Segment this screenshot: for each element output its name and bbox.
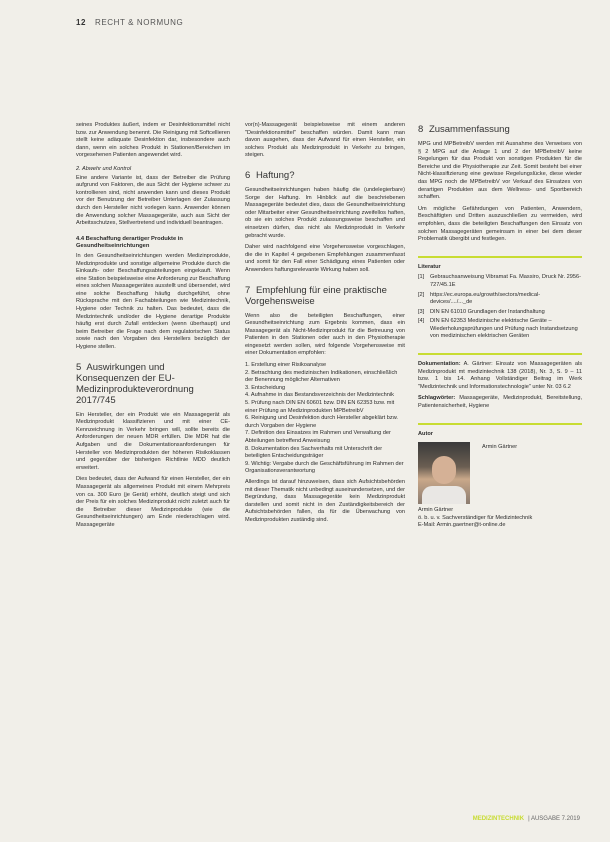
section-number: 6 xyxy=(245,169,251,181)
ref-text: Gebrauchsanweisung Vibramat Fa. Massiro, Druck Nr. 2956-727/45.1E xyxy=(430,274,581,288)
column-1 xyxy=(76,122,230,534)
section-number: 7 xyxy=(245,284,251,296)
list-item: 7. Definition des Einsatzes im Rahmen und Verwaltung der Abteilungen betreffend Anweisung xyxy=(245,430,391,444)
list-item xyxy=(418,292,582,307)
ref-key: [3] xyxy=(418,308,425,315)
list-item: 1. Erstellung einer Risikoanalyse xyxy=(245,362,327,369)
ref-text: DIN EN 61010 Grundlagen der Instandhaltung xyxy=(430,308,545,315)
ref-key: [2] xyxy=(418,291,425,298)
list-item: 6. Reinigung und Desinfektion durch Hersteller abgeklärt bzw. durch Vorgaben der Hygiene xyxy=(245,415,398,429)
section-heading-8 xyxy=(418,124,582,135)
paragraph: MPG und MPBetreibV werden mit Ausnahme des Verweises von § 2 MPG auf die Anlage 1 und 2 der MPBetreibV keine Regelungen für das Produkt von sonstigen Produkten für die Bereiche und die Physiotherapie zur Zeit. Somit besteht bei einer Nicht-klassifizierung eine gewisse Regelungslücke, diese wieder das MPG noch die MPBetreibV vor Verkauf des Einsatzes von derartigen Produkten aus dem Wellness- und Sportbereich schaffen. xyxy=(418,141,582,201)
section-number: 8 xyxy=(418,124,424,135)
section-title: Zusammenfassung xyxy=(428,124,510,135)
column-2 xyxy=(245,122,405,529)
documentation-text: A. Gärtner: Einsatz von Massagegeräten als Medizinprodukt mt medizintechnik 138 (2018), Nr. 3, S. 9 – 11 bzw. 1 bis 14. Anhang Vollständiger Beitrag im Werk "Medizintechnik und Informationstechnologie" unter Nr. 03 6.2 xyxy=(418,361,582,390)
list-item xyxy=(418,274,582,289)
list-item: 8. Dokumentation des Sachverhalts mit Unterschrift der beteiligten Entscheidungsträger xyxy=(245,445,383,460)
list-item: 9. Wichtig: Vergabe durch die Geschäftsführung im Rahmen der Organisationsverantwortung xyxy=(245,460,404,475)
section-heading-7 xyxy=(245,285,405,307)
ref-text: https://ec.europa.eu/growth/sectors/medical-devices/..../..._de xyxy=(430,291,541,306)
divider xyxy=(418,353,582,355)
page-number: 12 xyxy=(76,18,87,27)
section-heading-5 xyxy=(76,362,230,406)
documentation-heading: Dokumentation: xyxy=(418,361,461,368)
paragraph: Allerdings ist darauf hinzuweisen, dass sich Aufsichtsbehörden mit dieser Thematik nicht unbedingt auseinandersetzen, und der Begründung, dass Massagegeräte kein Medizinprodukt darstellen und somit nicht in den Zuständigkeitsbereich der Aufsichtsbehörden fallen, da für die Überwachung von Medizinprodukten zuständig sind. xyxy=(245,478,405,523)
page-footer xyxy=(473,816,580,822)
author-heading: Autor xyxy=(418,430,433,437)
steps-list xyxy=(245,362,405,476)
paragraph: Ein Hersteller, der ein Produkt wie ein Massagegerät als Medizinprodukt klassifizieren und mit einer CE-Kennzeichnung in Verkehr bringen will, sollte bereits die Anforderungen der neuen MDR erfüllen. Die MDR hat die Aufgaben und die Dokumentationsanforderungen für Hersteller von Medizinprodukten der höheren Risikoklassen und gegenüber der bisherigen Richtlinie MDD deutlich erweitert. xyxy=(76,411,230,471)
keywords-heading: Schlagwörter: xyxy=(418,395,456,402)
author-role: ö. b. u. v. Sachverständiger für Medizintechnik xyxy=(418,514,533,521)
paragraph: vor(n)-Massagegerät beispielsweise mit einem anderen "Desinfektionsmittel" beschaffen würden. Damit kann man davon ausgehen, dass der Aufwand für einen Hersteller, ein solches Produkt als Medizinprodukt in Verkehr zu bringen, steigen. xyxy=(245,122,405,159)
author-photo xyxy=(418,442,470,504)
section-title: Empfehlung für eine praktische Vorgehensweise xyxy=(245,284,387,307)
literature-list xyxy=(418,274,582,341)
column-3 xyxy=(418,124,582,530)
face-shape xyxy=(432,456,456,484)
subsection-heading: 4.4 Beschaffung derartiger Produkte in Gesundheitseinrichtungen xyxy=(76,235,183,250)
divider xyxy=(418,423,582,425)
ref-text: DIN EN 62353 Medizinische elektrische Geräte – Wiederholungsprüfungen und Prüfung nach Instandsetzung von medizinischen elektrischen Geräten xyxy=(430,318,578,340)
list-item: 4. Aufnahme in das Bestandsverzeichnis der Medizintechnik xyxy=(245,392,394,399)
shirt-shape xyxy=(422,486,466,504)
author-name-side: Armin Gärtner xyxy=(482,444,518,451)
list-item: 2. Betrachtung des medizinischen Indikationen, einschließlich der Benennung möglicher Alternativen xyxy=(245,369,398,384)
page-header xyxy=(76,18,183,27)
italic-subheading: 2. Abwehr und Kontrol xyxy=(76,165,132,172)
divider xyxy=(418,256,582,258)
ref-key: [4] xyxy=(418,318,425,325)
list-item xyxy=(418,309,582,317)
section-title: Haftung? xyxy=(255,169,295,181)
paragraph: Eine andere Variante ist, dass der Betreiber die Prüfung aufgrund von Faktoren, die aus Sicht der Hygiene schwer zu kontrollieren sind, nicht anwenden kann und dieses Produkt vor der Benutzung der Betreiber Unterlagen der Zulassung durch den Hersteller nicht vorlegen kann. Anwender können die Anwendung solcher Massagegeräte, auch aus Sicht der Arbeitsschutzes, Stellvertretend und individuell beantragen. xyxy=(76,174,230,227)
author-email: E-Mail: Armin.gaertner@t-online.de xyxy=(418,522,506,529)
list-item xyxy=(418,318,582,341)
paragraph: In den Gesundheitseinrichtungen werden Medizinprodukte, Medizinprodukte und sonstige allgemeine Produkte durch die Einkaufs- oder Beschaffungsabteilungen eingekauft. Wenn eine Station beispielsweise eine Anforderung zur Beschaffung eines solchen Massagegerätes ausstellt und übersendet, wird eine solche Beschaffung häufig durchgeführt, ohne Rücksprache mit den Fachabteilungen wie Medizintechnik, Hygiene oder Technik zu halten. Das bedeutet, dass die Medizintechnik und/oder die Hygiene derartige Produkte häufig erst durch Zufall entdecken (wenn überhaupt) und beim Betreiber die Frage nach dem regulatorischen Status sowie nach den Vorgaben des Herstellers bezüglich der Hygiene stellen. xyxy=(76,252,230,351)
paragraph: Um mögliche Gefährdungen von Patienten, Anwendern, Beschäftigten und Dritten auszuschließen zu vermeiden, wird empfohlen, dass die beteiligten Beschaffungen den Einsatz von solchen Massagegeräten gemeinsam in einer bei dem dieser Problematik übergibt und festlegen. xyxy=(418,205,582,243)
magazine-name: MEDIZINTECHNIK xyxy=(472,816,525,822)
paragraph: seines Produktes äußert, indem er Desinfektionsmittel nicht bzw. zur Anwendung benennt. Die Reinigung mit Softcellieren stellt keine adäquate Desinfektion dar, insbesondere auch dann, wenn ein solches Produkt in Stationen/Bereichen im vorgesehenen Patienten angewendet wird. xyxy=(76,122,230,159)
list-item: 3. Entscheidung xyxy=(245,384,286,391)
section-number: 5 xyxy=(76,361,82,373)
author-name: Armin Gärtner xyxy=(418,507,454,514)
paragraph: Gesundheitseinrichtungen haben häufig die (undelegierbare) Sorge der Haftung. Im Hinblick auf die beschriebenen Massagegeräte bedeutet dies, dass die Gesundheitseinrichtung oder Mitarbeiter einer Gesundheitseinrichtung zweifellos haften, ob sie ein solches Produkt zulassungsweise beschaffen und einsetzen dürfen, das nicht als Medizinprodukt in Verkehr gebracht wurde. xyxy=(245,186,405,239)
literature-heading: Literatur xyxy=(418,263,441,270)
documentation-block xyxy=(418,361,582,391)
issue-label: | AUSGABE 7.2019 xyxy=(528,816,580,822)
section-heading-6 xyxy=(245,170,405,181)
paragraph: Dies bedeutet, dass der Aufwand für einen Hersteller, der ein Massagegerät als allgemeines Produkt mit einem Mehrpreis von ca. 300 Euro (je Gerät) erhöht, deutlich steigt und sich der Preis für ein solches Medizinprodukt nicht zuletzt auch für die Betreiber dieser Medizinprodukte (wie die Gesundheitseinrichtungen) am Ende niederschlagen wird. Massagegeräte xyxy=(76,476,230,528)
section-title: RECHT & NORMUNG xyxy=(94,18,184,27)
keywords-block xyxy=(418,395,582,410)
author-block xyxy=(418,442,582,504)
paragraph: Daher wird nachfolgend eine Vorgehensweise vorgeschlagen, die die in Kapitel 4 gegebenen Empfehlungen zusammenfasst und somit für den Fall einer Schädigung eines Patienten oder Anwenders haftungsrelevante Wirkung haben soll. xyxy=(245,244,405,273)
ref-key: [1] xyxy=(418,274,425,281)
section-title: Auswirkungen und Konsequenzen der EU-Medizinprodukteverordnung 2017/745 xyxy=(76,361,194,406)
list-item: 5. Prüfung nach DIN EN 60601 bzw. DIN EN 62353 bzw. mit einer Prüfung an Medizinprodukten MPBetreibV xyxy=(245,400,395,414)
keywords-text: Massagegeräte, Medizinprodukt, Bereitstellung, Patientensicherheit, Hygiene xyxy=(418,395,583,410)
paragraph: Wenn also die beteiligten Beschaffungen, einer Gesundheitseinrichtung zum Ergebnis kommen, dass ein Massagegerät als Nicht-Medizinprodukt für die Betreuung von Patienten in den Stationen oder auch in den Physiotherapie eingesetzt werden sollen, wird folgende Vorgehensweise mit einer Dokumentation empfohlen: xyxy=(245,312,405,357)
